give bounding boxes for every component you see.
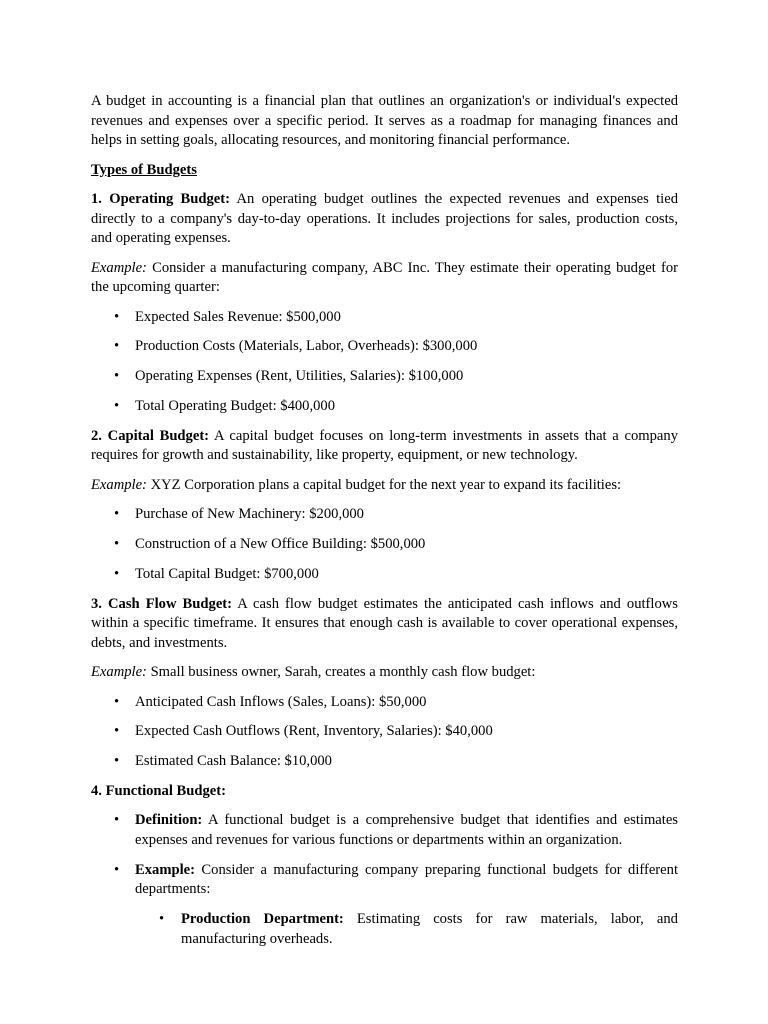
- cashflow-example-label: Example:: [91, 664, 147, 681]
- list-item: • Expected Cash Outflows (Rent, Inventory, Salaries): $40,000: [91, 722, 678, 742]
- list-item: [91, 861, 678, 900]
- operating-example-label: Example:: [91, 259, 147, 276]
- list-item: [91, 910, 678, 949]
- cashflow-items-list: [91, 693, 678, 772]
- functional-items-list: [91, 811, 678, 899]
- functional-definition-text: A functional budget is a comprehensive budget that identifies and estimates expenses and revenues for various functions or departments within an organization.: [135, 812, 678, 848]
- list-item: • Total Capital Budget: $700,000: [91, 565, 678, 585]
- intro-paragraph: A budget in accounting is a financial plan that outlines an organization's or individual's expected revenues and expenses over a specific period. It serves as a roadmap for managing finances and helps in setting goals, allocating resources, and monitoring financial performance.: [91, 93, 678, 148]
- functional-budget-title-text: 4. Functional Budget:: [91, 782, 227, 799]
- cashflow-budget-title: 3. Cash Flow Budget:: [91, 595, 233, 612]
- capital-budget-description: A capital budget focuses on long-term investments in assets that a company requires for growth and sustainability, like property, equipment, or new technology.: [91, 427, 678, 464]
- list-item: • Purchase of New Machinery: $200,000: [91, 505, 678, 525]
- capital-example-label: Example:: [91, 476, 147, 493]
- operating-budget-description: An operating budget outlines the expected revenues and expenses tied directly to a company's day-to-day operations. It includes projections for sales, production costs, and operating expenses.: [91, 191, 678, 246]
- production-department-label: Production Department:: [181, 911, 344, 928]
- capital-example-text: XYZ Corporation plans a capital budget for the next year to expand its facilities:: [146, 476, 622, 493]
- capital-items-list: [91, 505, 678, 584]
- capital-budget-title: 2. Capital Budget:: [91, 427, 210, 444]
- list-item: • Estimated Cash Balance: $10,000: [91, 752, 678, 772]
- capital-example-paragraph: [91, 476, 678, 496]
- operating-example-text: Consider a manufacturing company, ABC Inc. They estimate their operating budget for the upcoming quarter:: [91, 259, 678, 295]
- list-item: [91, 811, 678, 850]
- list-item: • Operating Expenses (Rent, Utilities, Salaries): $100,000: [91, 367, 678, 387]
- list-item: • Expected Sales Revenue: $500,000: [91, 308, 678, 328]
- functional-definition-label: Definition:: [135, 812, 203, 829]
- list-item: • Production Costs (Materials, Labor, Overheads): $300,000: [91, 337, 678, 357]
- list-item: • Anticipated Cash Inflows (Sales, Loans): $50,000: [91, 693, 678, 713]
- operating-example-paragraph: [91, 259, 678, 298]
- list-item: • Construction of a New Office Building: $500,000: [91, 535, 678, 555]
- capital-budget-paragraph: [91, 427, 678, 466]
- list-item: • Total Operating Budget: $400,000: [91, 397, 678, 417]
- operating-budget-title: 1. Operating Budget:: [91, 191, 230, 207]
- types-heading: Types of Budgets: [91, 161, 197, 178]
- cashflow-budget-paragraph: [91, 595, 678, 654]
- production-department-text: Estimating costs for raw materials, labor, and manufacturing overheads.: [181, 911, 678, 947]
- document-page: [91, 92, 678, 959]
- functional-example-label: Example:: [135, 861, 195, 878]
- functional-budget-title: [91, 782, 678, 802]
- operating-budget-paragraph: [91, 190, 678, 249]
- cashflow-example-paragraph: [91, 663, 678, 683]
- cashflow-example-text: Small business owner, Sarah, creates a monthly cash flow budget:: [146, 664, 536, 681]
- functional-nested-list: [91, 910, 678, 949]
- functional-example-text: Consider a manufacturing company preparing functional budgets for different departments:: [135, 861, 678, 898]
- operating-items-list: [91, 308, 678, 417]
- cashflow-budget-description: A cash flow budget estimates the anticipated cash inflows and outflows within a specific timeframe. It ensures that enough cash is available to cover operational expenses, debts, and investments.: [91, 595, 678, 651]
